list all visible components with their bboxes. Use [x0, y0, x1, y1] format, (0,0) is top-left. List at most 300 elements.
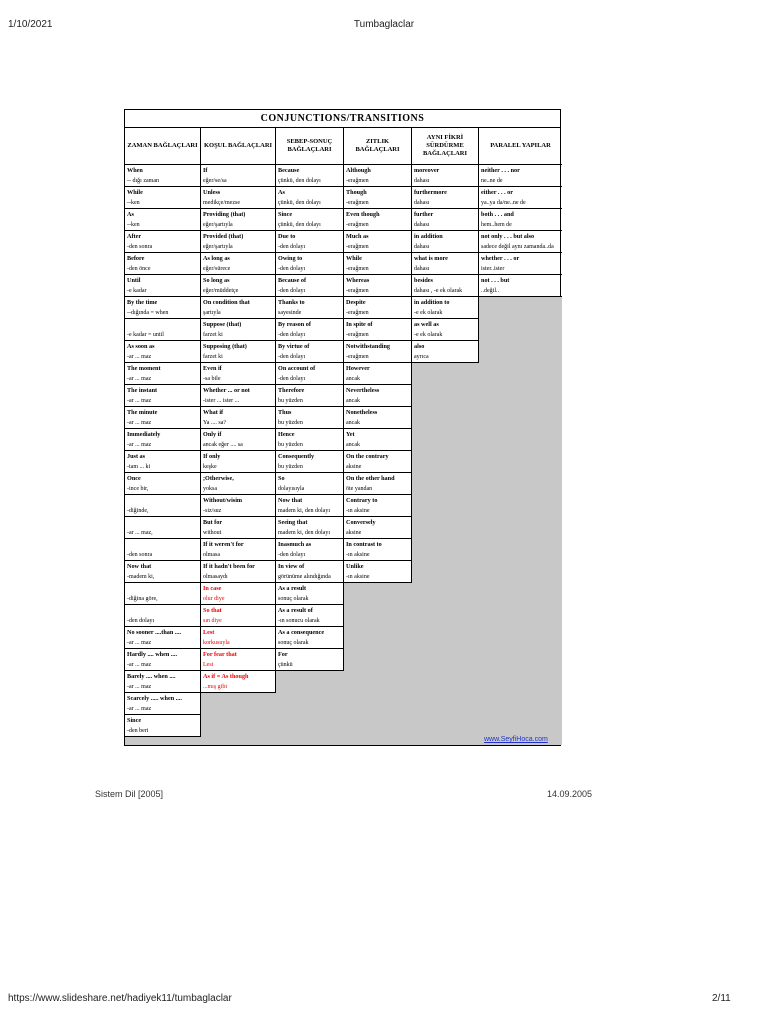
- entry-turkish: ne..ne de: [481, 178, 503, 184]
- entry-col3-row22: [276, 627, 344, 649]
- entry-col1-row12: [125, 407, 201, 429]
- entry-turkish: -den sonra: [127, 244, 153, 250]
- entry-english: Since: [278, 211, 293, 218]
- entry-english: Without/wisim: [203, 497, 243, 504]
- column-header-6: PARALEL YAPILAR: [479, 127, 562, 165]
- entry-english: By virtue of: [278, 343, 310, 350]
- entry-col5-row9: [412, 341, 479, 363]
- entry-turkish: madem ki, den dolayı: [278, 530, 330, 536]
- entry-col2-row14: [201, 451, 276, 473]
- entry-english: either . . . or: [481, 189, 514, 196]
- entry-english: [125, 517, 200, 528]
- entry-col1-row5: [125, 253, 201, 275]
- entry-col4-row18: [344, 539, 412, 561]
- entry-turkish: -e ek olarak: [414, 310, 443, 316]
- entry-english: Seeing that: [278, 519, 308, 526]
- entry-turkish: madem ki, den dolayı: [278, 508, 330, 514]
- entry-col1-row3: [125, 209, 201, 231]
- entry-col4-row14: [344, 451, 412, 473]
- entry-english: As soon as: [127, 343, 155, 350]
- entry-turkish: çünkü, den dolayı: [278, 200, 321, 206]
- entry-col6-row2: [479, 187, 562, 209]
- entry-english: Thus: [278, 409, 292, 416]
- entry-col1-row18: [125, 539, 201, 561]
- empty-gray-area: [276, 671, 344, 745]
- entry-col1-row8: [125, 319, 201, 341]
- entry-english: No sooner ....than ....: [127, 629, 182, 636]
- column-header-2: KOŞUL BAĞLAÇLARI: [201, 127, 276, 165]
- entry-col1-row7: [125, 297, 201, 319]
- entry-col1-row17: [125, 517, 201, 539]
- entry-turkish: -ince bir,: [127, 486, 149, 492]
- entry-turkish: -ar ... maz: [127, 662, 152, 668]
- entry-col2-row13: [201, 429, 276, 451]
- entry-english: Providing (that): [203, 211, 246, 218]
- entry-turkish: farzet ki: [203, 332, 223, 338]
- entry-col3-row2: [276, 187, 344, 209]
- entry-english: So that: [203, 607, 222, 614]
- entry-col1-row9: [125, 341, 201, 363]
- entry-english: Although: [346, 167, 371, 174]
- entry-english: If it hadn't been for: [203, 563, 255, 570]
- entry-turkish: sadece değil aynı zamanda..da: [481, 244, 554, 250]
- entry-turkish: ancak: [346, 398, 360, 404]
- entry-col3-row20: [276, 583, 344, 605]
- entry-turkish: -eraǧmen: [346, 288, 369, 294]
- empty-gray-area: [412, 363, 479, 745]
- entry-turkish: medikçe/mezse: [203, 200, 240, 206]
- entry-english: Before: [127, 255, 145, 262]
- empty-gray-area: [125, 737, 201, 745]
- entry-turkish: eğer/se/sa: [203, 178, 227, 184]
- entry-english: Hence: [278, 431, 295, 438]
- entry-turkish: sonuç olarak: [278, 640, 309, 646]
- entry-col3-row15: [276, 473, 344, 495]
- entry-col4-row19: [344, 561, 412, 583]
- entry-turkish: aksine: [346, 464, 362, 470]
- column-header-3: SEBEP-SONUÇ BAĞLAÇLARI: [276, 127, 344, 165]
- entry-english: Since: [127, 717, 142, 724]
- entry-col1-row15: [125, 473, 201, 495]
- credit-link[interactable]: www.SeyfiHoca.com: [484, 736, 548, 743]
- entry-turkish: -ar ... maz: [127, 420, 152, 426]
- entry-turkish: dahası , -e ek olarak: [414, 288, 463, 294]
- entry-english: But for: [203, 519, 223, 526]
- entry-turkish: -ar ... maz: [127, 398, 152, 404]
- print-date: 1/10/2021: [8, 19, 53, 30]
- entry-col1-row24: [125, 671, 201, 693]
- entry-col1-row19: [125, 561, 201, 583]
- entry-english: In contrast to: [346, 541, 382, 548]
- entry-english: Inasmuch as: [278, 541, 312, 548]
- entry-turkish: ayrıca: [414, 354, 429, 360]
- entry-turkish: -eraǧmen: [346, 266, 369, 272]
- entry-col4-row6: [344, 275, 412, 297]
- entry-turkish: ister..ister: [481, 266, 505, 272]
- entry-english: Immediately: [127, 431, 161, 438]
- entry-turkish: -ar ... maz: [127, 442, 152, 448]
- entry-english: By reason of: [278, 321, 311, 328]
- entry-col2-row6: [201, 275, 276, 297]
- entry-english: Whereas: [346, 277, 370, 284]
- entry-english: As: [127, 211, 134, 218]
- entry-turkish: bu yüzden: [278, 442, 303, 448]
- entry-col2-row9: [201, 341, 276, 363]
- entry-col1-row26: [125, 715, 201, 737]
- entry-english: [125, 539, 200, 550]
- entry-col6-row4: [479, 231, 562, 253]
- entry-english: What if: [203, 409, 224, 416]
- entry-col2-row22: [201, 627, 276, 649]
- entry-turkish: çünkü: [278, 662, 293, 668]
- entry-col2-row1: [201, 165, 276, 187]
- entry-english: If it weren't for: [203, 541, 244, 548]
- empty-gray-area: [479, 297, 562, 745]
- entry-english: By the time: [127, 299, 158, 306]
- entry-english: For fear that: [203, 651, 237, 658]
- entry-english: So: [278, 475, 285, 482]
- entry-turkish: -diğinde,: [127, 508, 149, 514]
- entry-turkish: -eraǧmen: [346, 354, 369, 360]
- entry-english: In spite of: [346, 321, 373, 328]
- entry-col2-row18: [201, 539, 276, 561]
- print-title: Tumbaglaclar: [353, 19, 415, 30]
- entry-col1-row21: [125, 605, 201, 627]
- entry-english: On condition that: [203, 299, 250, 306]
- entry-english: in addition: [414, 233, 443, 240]
- entry-turkish: -ar ... maz,: [127, 530, 153, 536]
- entry-col5-row6: [412, 275, 479, 297]
- entry-col4-row7: [344, 297, 412, 319]
- entry-col3-row6: [276, 275, 344, 297]
- entry-col5-row4: [412, 231, 479, 253]
- entry-english: ;Otherwise,: [203, 475, 234, 482]
- entry-english: in addition to: [414, 299, 450, 306]
- entry-col3-row12: [276, 407, 344, 429]
- entry-turkish: -ister ... ister ...: [203, 398, 240, 404]
- entry-col1-row23: [125, 649, 201, 671]
- entry-turkish: eğer/müddetçe: [203, 288, 239, 294]
- entry-turkish: dahası: [414, 200, 430, 206]
- entry-turkish: -ar ... maz: [127, 376, 152, 382]
- entry-col3-row19: [276, 561, 344, 583]
- entry-english: [125, 319, 200, 330]
- entry-col1-row22: [125, 627, 201, 649]
- entry-turkish: -ın aksine: [346, 574, 370, 580]
- entry-turkish: --ken: [127, 222, 140, 228]
- entry-turkish: hem..hem de: [481, 222, 512, 228]
- entry-turkish: dahası: [414, 222, 430, 228]
- entry-col5-row5: [412, 253, 479, 275]
- entry-english: As long as: [203, 255, 230, 262]
- entry-english: Only if: [203, 431, 222, 438]
- entry-turkish: -ın sonucu olarak: [278, 618, 320, 624]
- entry-turkish: -e kadar = until: [127, 332, 164, 338]
- entry-col5-row7: [412, 297, 479, 319]
- conjunctions-table: [124, 109, 561, 746]
- entry-english: Even if: [203, 365, 222, 372]
- entry-turkish: -e ek olarak: [414, 332, 443, 338]
- entry-turkish: -sa bile: [203, 376, 221, 382]
- entry-col4-row10: [344, 363, 412, 385]
- entry-col2-row4: [201, 231, 276, 253]
- entry-turkish: -ın aksine: [346, 552, 370, 558]
- entry-turkish: -den sonra: [127, 552, 153, 558]
- entry-english: So long as: [203, 277, 230, 284]
- entry-turkish: görünüme alındığında: [278, 574, 331, 580]
- entry-english: As a result: [278, 585, 307, 592]
- bottom-left-text: Sistem Dil [2005]: [95, 789, 164, 799]
- entry-turkish: -diğina göre,: [127, 596, 158, 602]
- entry-col3-row7: [276, 297, 344, 319]
- entry-col1-row16: [125, 495, 201, 517]
- entry-english: Suppose (that): [203, 321, 242, 328]
- entry-turkish: yoksa: [203, 486, 217, 492]
- entry-english: Until: [127, 277, 141, 284]
- entry-english: Despite: [346, 299, 366, 306]
- entry-col2-row7: [201, 297, 276, 319]
- entry-english: not . . . but: [481, 277, 510, 284]
- entry-col3-row9: [276, 341, 344, 363]
- entry-col3-row18: [276, 539, 344, 561]
- entry-turkish: çünkü, den dolayı: [278, 178, 321, 184]
- entry-turkish: -eraǧmen: [346, 178, 369, 184]
- entry-col4-row3: [344, 209, 412, 231]
- entry-english: what is more: [414, 255, 448, 262]
- entry-english: Once: [127, 475, 141, 482]
- column-header-4: ZITLIK BAĞLAÇLARI: [344, 127, 412, 165]
- entry-english: [125, 605, 200, 616]
- entry-turkish: -madem ki,: [127, 574, 155, 580]
- entry-col3-row8: [276, 319, 344, 341]
- entry-turkish: öte yandan: [346, 486, 373, 492]
- entry-english: besides: [414, 277, 433, 284]
- entry-english: After: [127, 233, 142, 240]
- entry-col6-row5: [479, 253, 562, 275]
- entry-english: Contrary to: [346, 497, 378, 504]
- entry-turkish: keşke: [203, 464, 217, 470]
- entry-turkish: sın diye: [203, 618, 222, 624]
- entry-col3-row16: [276, 495, 344, 517]
- entry-english: Because of: [278, 277, 307, 284]
- entry-col5-row8: [412, 319, 479, 341]
- entry-turkish: -den dolayı: [278, 288, 306, 294]
- entry-turkish: ancak eğer .... sa: [203, 442, 243, 448]
- entry-english: Because: [278, 167, 300, 174]
- entry-english: Unlike: [346, 563, 364, 570]
- entry-turkish: bu yüzden: [278, 464, 303, 470]
- entry-turkish: -den beri: [127, 728, 149, 734]
- entry-english: When: [127, 167, 143, 174]
- entry-english: If: [203, 167, 208, 174]
- entry-col2-row12: [201, 407, 276, 429]
- entry-english: In view of: [278, 563, 305, 570]
- entry-english: The instant: [127, 387, 158, 394]
- entry-col2-row8: [201, 319, 276, 341]
- entry-col3-row13: [276, 429, 344, 451]
- entry-col2-row24: [201, 671, 276, 693]
- column-header-5: AYNI FİKRİ SÜRDÜRME BAĞLAÇLARI: [412, 127, 479, 165]
- entry-col1-row25: [125, 693, 201, 715]
- entry-col2-row23: [201, 649, 276, 671]
- entry-turkish: -e kadar: [127, 288, 147, 294]
- entry-english: Barely .... when ....: [127, 673, 176, 680]
- entry-turkish: -eraǧmen: [346, 200, 369, 206]
- entry-english: For: [278, 651, 288, 658]
- entry-turkish: --ken: [127, 200, 140, 206]
- entry-turkish: -tam ... ki: [127, 464, 151, 470]
- entry-english: Even though: [346, 211, 380, 218]
- entry-turkish: eğer/sürece: [203, 266, 231, 272]
- entry-turkish: -den dolayı: [278, 244, 306, 250]
- entry-english: also: [414, 343, 425, 350]
- footer-url[interactable]: https://www.slideshare.net/hadiyek11/tumbaglaclar: [8, 993, 232, 1004]
- entry-english: On the contrary: [346, 453, 389, 460]
- entry-turkish: olmasa: [203, 552, 220, 558]
- entry-turkish: -den dolayı: [278, 332, 306, 338]
- entry-col4-row16: [344, 495, 412, 517]
- entry-turkish: ya..ya da/ne..ne de: [481, 200, 526, 206]
- empty-gray-area: [344, 583, 412, 745]
- entry-col5-row3: [412, 209, 479, 231]
- entry-english: As if = As though: [203, 673, 249, 680]
- entry-turkish: eğer/şartıyla: [203, 244, 233, 250]
- entry-english: Yet: [346, 431, 355, 438]
- entry-col6-row1: [479, 165, 562, 187]
- entry-english: Now that: [278, 497, 303, 504]
- entry-col1-row10: [125, 363, 201, 385]
- entry-turkish: şartıyla: [203, 310, 221, 316]
- entry-turkish: bu yüzden: [278, 398, 303, 404]
- entry-turkish: bu yüzden: [278, 420, 303, 426]
- entry-col5-row2: [412, 187, 479, 209]
- entry-turkish: -den dolayı: [278, 552, 306, 558]
- entry-english: Much as: [346, 233, 369, 240]
- entry-turkish: -- dığı zaman: [127, 178, 159, 184]
- entry-english: moreover: [414, 167, 440, 174]
- entry-english: However: [346, 365, 370, 372]
- entry-col4-row12: [344, 407, 412, 429]
- entry-col3-row4: [276, 231, 344, 253]
- entry-english: Lest: [203, 629, 215, 636]
- entry-english: [125, 495, 200, 506]
- entry-turkish: ancak: [346, 442, 360, 448]
- entry-turkish: -den dolayı: [278, 354, 306, 360]
- entry-english: While: [346, 255, 362, 262]
- entry-english: Scarcely ..... when ....: [127, 695, 182, 702]
- entry-turkish: -ar ... maz: [127, 684, 152, 690]
- entry-col2-row15: [201, 473, 276, 495]
- entry-col4-row11: [344, 385, 412, 407]
- footer-page: 2/11: [712, 993, 731, 1004]
- entry-col1-row4: [125, 231, 201, 253]
- entry-col3-row10: [276, 363, 344, 385]
- entry-col1-row11: [125, 385, 201, 407]
- entry-english: Thanks to: [278, 299, 305, 306]
- entry-english: Due to: [278, 233, 296, 240]
- entry-col4-row17: [344, 517, 412, 539]
- entry-col1-row13: [125, 429, 201, 451]
- entry-english: The minute: [127, 409, 158, 416]
- entry-col4-row1: [344, 165, 412, 187]
- entry-turkish: -eraǧmen: [346, 332, 369, 338]
- entry-turkish: ancak: [346, 376, 360, 382]
- entry-col1-row1: [125, 165, 201, 187]
- entry-col1-row20: [125, 583, 201, 605]
- entry-col3-row21: [276, 605, 344, 627]
- entry-turkish: farzet ki: [203, 354, 223, 360]
- entry-turkish: --dığında = when: [127, 310, 169, 316]
- entry-english: On the other hand: [346, 475, 395, 482]
- entry-english: If only: [203, 453, 221, 460]
- entry-english: Notwithstanding: [346, 343, 391, 350]
- entry-col3-row14: [276, 451, 344, 473]
- entry-english: Unless: [203, 189, 221, 196]
- entry-col4-row5: [344, 253, 412, 275]
- entry-turkish: dahası: [414, 266, 430, 272]
- entry-english: [125, 583, 200, 594]
- entry-col1-row6: [125, 275, 201, 297]
- entry-turkish: olur diye: [203, 596, 225, 602]
- entry-english: Nevertheless: [346, 387, 380, 394]
- entry-turkish: -den dolayı: [278, 376, 306, 382]
- entry-turkish: -eraǧmen: [346, 244, 369, 250]
- entry-turkish: Ya .... sa?: [203, 420, 227, 426]
- entry-col3-row23: [276, 649, 344, 671]
- entry-col2-row16: [201, 495, 276, 517]
- entry-turkish: dahası: [414, 178, 430, 184]
- entry-col4-row9: [344, 341, 412, 363]
- entry-english: Now that: [127, 563, 152, 570]
- entry-col6-row3: [479, 209, 562, 231]
- entry-turkish: sonuç olarak: [278, 596, 309, 602]
- entry-english: furthermore: [414, 189, 447, 196]
- entry-turkish: -ar ... maz: [127, 640, 152, 646]
- entry-english: Consequently: [278, 453, 315, 460]
- entry-english: As a result of: [278, 607, 313, 614]
- entry-english: further: [414, 211, 434, 218]
- entry-english: neither . . . nor: [481, 167, 520, 174]
- entry-col2-row19: [201, 561, 276, 583]
- entry-turkish: -eraǧmen: [346, 222, 369, 228]
- entry-col2-row5: [201, 253, 276, 275]
- entry-turkish: ancak: [346, 420, 360, 426]
- entry-turkish: -eraǧmen: [346, 310, 369, 316]
- entry-turkish: dahası: [414, 244, 430, 250]
- entry-col2-row11: [201, 385, 276, 407]
- entry-turkish: çünkü, den dolayı: [278, 222, 321, 228]
- entry-turkish: Lest: [203, 662, 214, 668]
- entry-english: Supposing (that): [203, 343, 247, 350]
- entry-english: The moment: [127, 365, 161, 372]
- entry-turkish: -den önce: [127, 266, 151, 272]
- entry-turkish: korkusuyla: [203, 640, 230, 646]
- entry-turkish: without: [203, 530, 222, 536]
- entry-turkish: -ın aksine: [346, 508, 370, 514]
- table-title: CONJUNCTIONS/TRANSITIONS: [125, 110, 560, 128]
- entry-col5-row1: [412, 165, 479, 187]
- entry-col3-row3: [276, 209, 344, 231]
- entry-col2-row2: [201, 187, 276, 209]
- entry-col2-row17: [201, 517, 276, 539]
- entry-english: Conversely: [346, 519, 376, 526]
- entry-turkish: sayesinde: [278, 310, 302, 316]
- entry-col4-row2: [344, 187, 412, 209]
- entry-turkish: -den dolayı: [278, 266, 306, 272]
- entry-turkish: ...mış gibi: [203, 684, 228, 690]
- entry-turkish: aksine: [346, 530, 362, 536]
- entry-english: Therefore: [278, 387, 305, 394]
